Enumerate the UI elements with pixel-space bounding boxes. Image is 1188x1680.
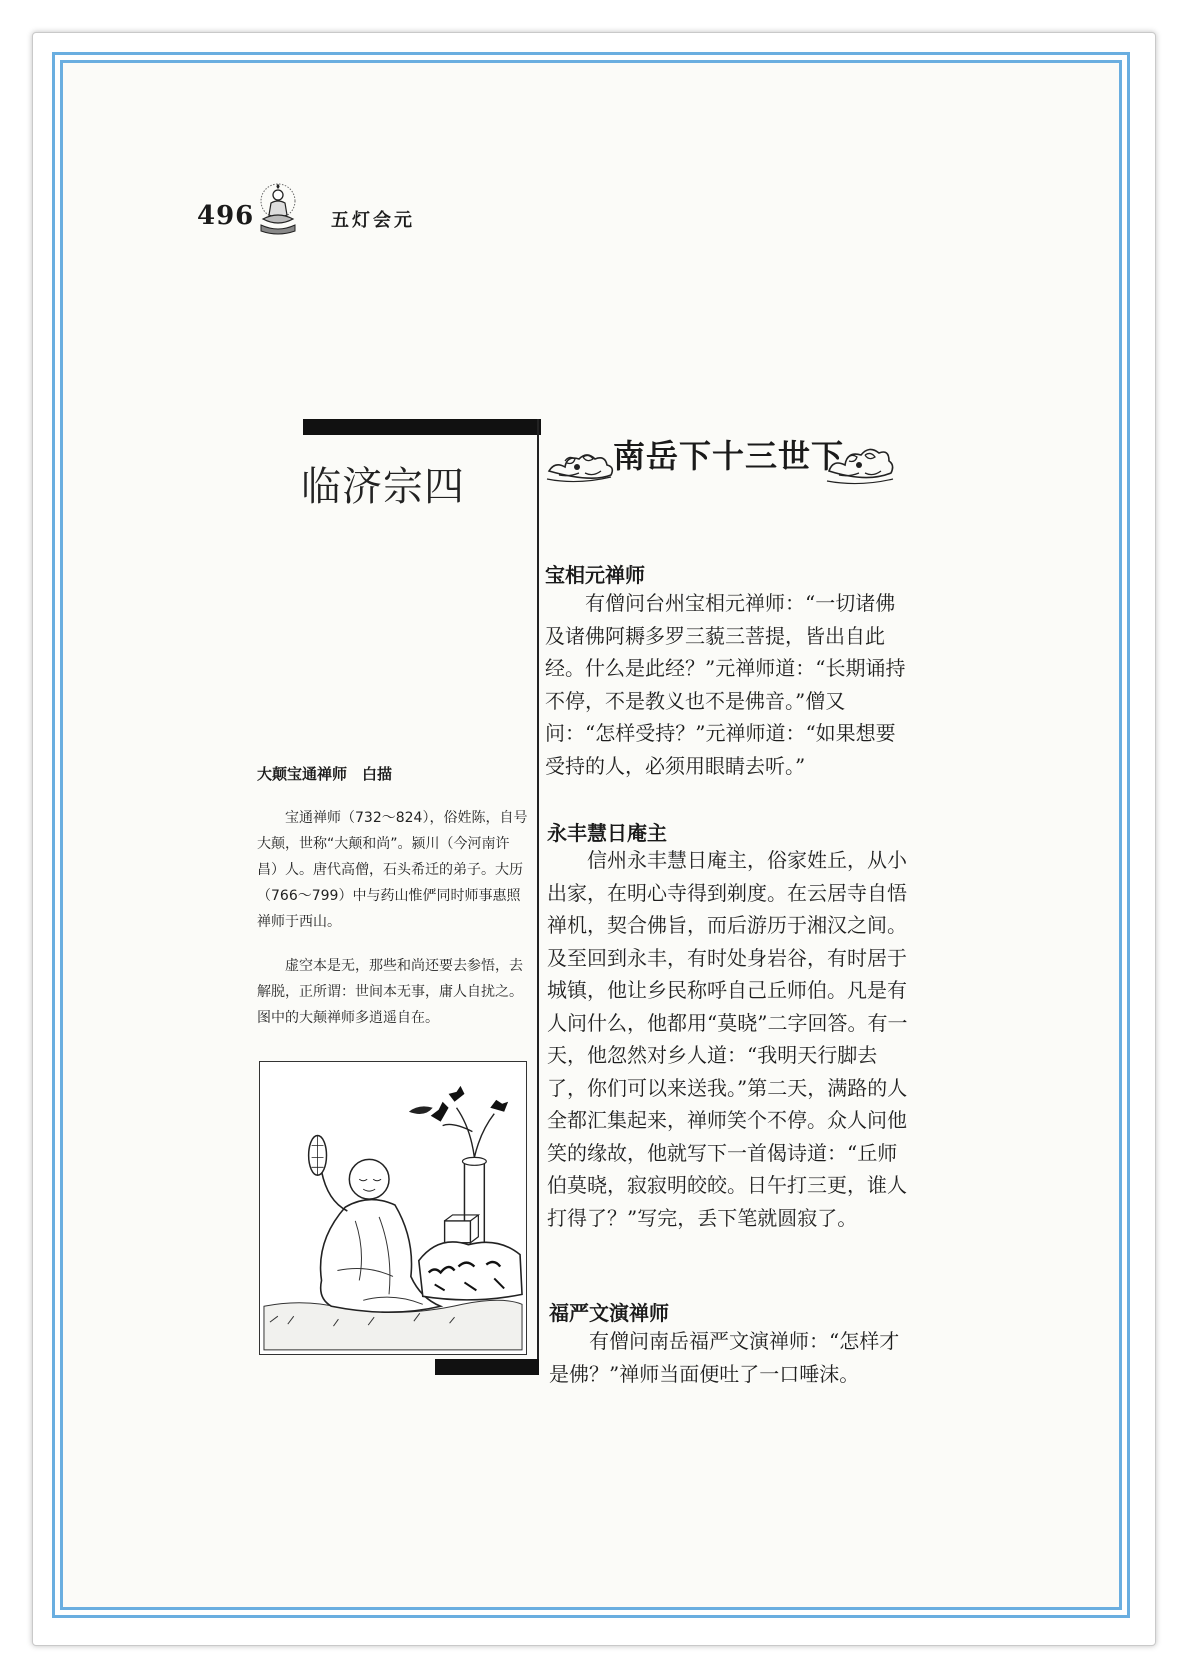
section-body: 信州永丰慧日庵主，俗家姓丘，从小出家，在明心寺得到剃度。在云居寺自悟禅机，契合佛旨，而后游历于湘汉之间。及至回到永丰，有时处身岩谷，有时居于城镇，他让乡民称呼自己丘师伯。凡是有人问什么，他都用“莫晓”二字回答。有一天，他忽然对乡人道：“我明天行脚去了，你们可以来送我。”第二天，满路的人全都汇集起来，禅师笑个不停。众人问他笑的缘故，他就写下一首偈诗道：“丘师伯莫晓，寂寂明皎皎。日午打三更，谁人打得了？”写完，丢下笔就圆寂了。	[547, 848, 908, 1230]
section-body: 有僧问南岳福严文演禅师：“怎样才是佛？”禅师当面便吐了一口唾沫。	[549, 1329, 900, 1386]
section-heading: 宝相元禅师	[545, 563, 645, 587]
section-body: 有僧问台州宝相元禅师：“一切诸佛及诸佛阿耨多罗三藐三菩提，皆出自此经。什么是此经？”元禅师道：“长期诵持不停，不是教义也不是佛音。”僧又问：“怎样受持？”元禅师道：“如果想要受持的人，必须用眼睛去听。”	[545, 591, 906, 778]
cloud-ornament-icon	[545, 441, 615, 485]
decorative-top-bar	[303, 419, 541, 435]
caption-paragraph: 宝通禅师（732～824），俗姓陈，自号大颠，世称“大颠和尚”。颍川（今河南许昌）人。唐代高僧，石头希迁的弟子。大历（766～799）中与药山惟俨同时师事惠照禅师于西山。	[257, 810, 528, 930]
monk-illustration	[259, 1061, 527, 1355]
chapter-title: 南岳下十三世下	[613, 437, 845, 475]
buddha-icon	[253, 181, 303, 239]
book-title: 五灯会元	[331, 210, 415, 231]
section-title: 临济宗四	[301, 464, 465, 510]
illustration-caption-title: 大颠宝通禅师 白描	[257, 765, 393, 783]
book-page	[60, 60, 1122, 1610]
page-number: 496	[197, 201, 255, 231]
cloud-ornament-icon	[823, 437, 895, 485]
section-heading: 永丰慧日庵主	[547, 821, 667, 845]
column-divider	[537, 419, 539, 1375]
decorative-bottom-bar	[435, 1359, 539, 1375]
section-heading: 福严文演禅师	[549, 1301, 669, 1325]
caption-paragraph: 虚空本是无，那些和尚还要去参悟，去解脱，正所谓：世间本无事，庸人自扰之。图中的大颠禅师多逍遥自在。	[257, 958, 523, 1026]
